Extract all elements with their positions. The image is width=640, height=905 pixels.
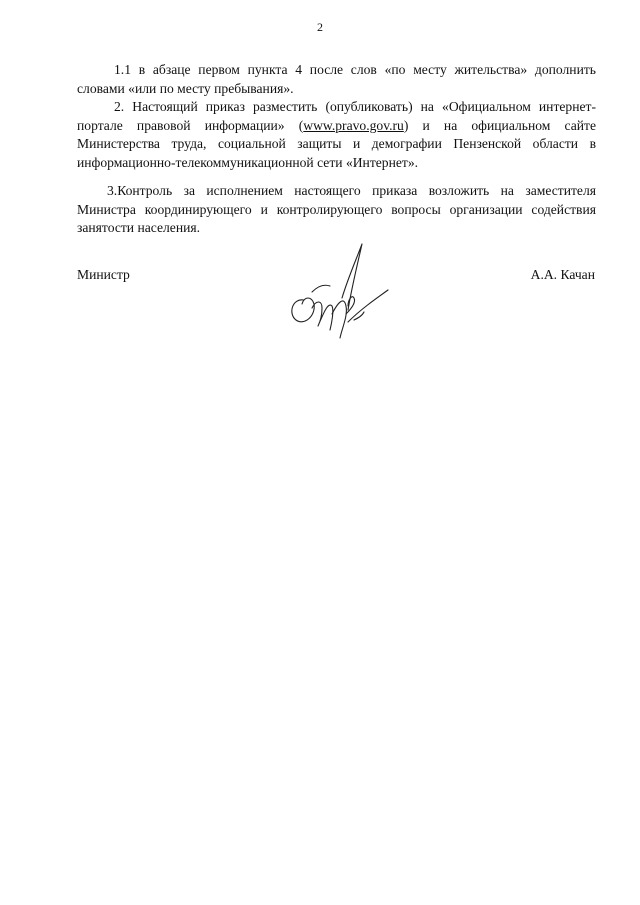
pravo-link[interactable]: www.pravo.gov.ru xyxy=(303,117,404,133)
paragraph-3: 3.Контроль за исполнением настоящего приказа возложить на заместителя Министра координирующего и контролирующего вопросы организации содействия занятости населения. xyxy=(77,183,596,235)
handwritten-signature xyxy=(282,238,392,348)
paragraph-2-text-end: ) и на официальном сайте Министерства труда, социальной защиты и демографии Пензенской области в информационно-телекоммуникационной сети «Интернет». xyxy=(77,117,596,170)
paragraph-2-text-start: 2. Настоящий приказ разместить (опубликовать) на «Официальном интернет-портале правовой информации» ( xyxy=(77,99,596,133)
paragraph-2 xyxy=(77,98,596,172)
signatory-name: А.А. Качан xyxy=(530,267,595,282)
signatory-role: Министр xyxy=(77,267,130,282)
paragraph-1-1: 1.1 в абзаце первом пункта 4 после слов «по месту жительства» дополнить словами «или по месту пребывания». xyxy=(77,62,596,96)
page-number: 2 xyxy=(317,20,323,34)
